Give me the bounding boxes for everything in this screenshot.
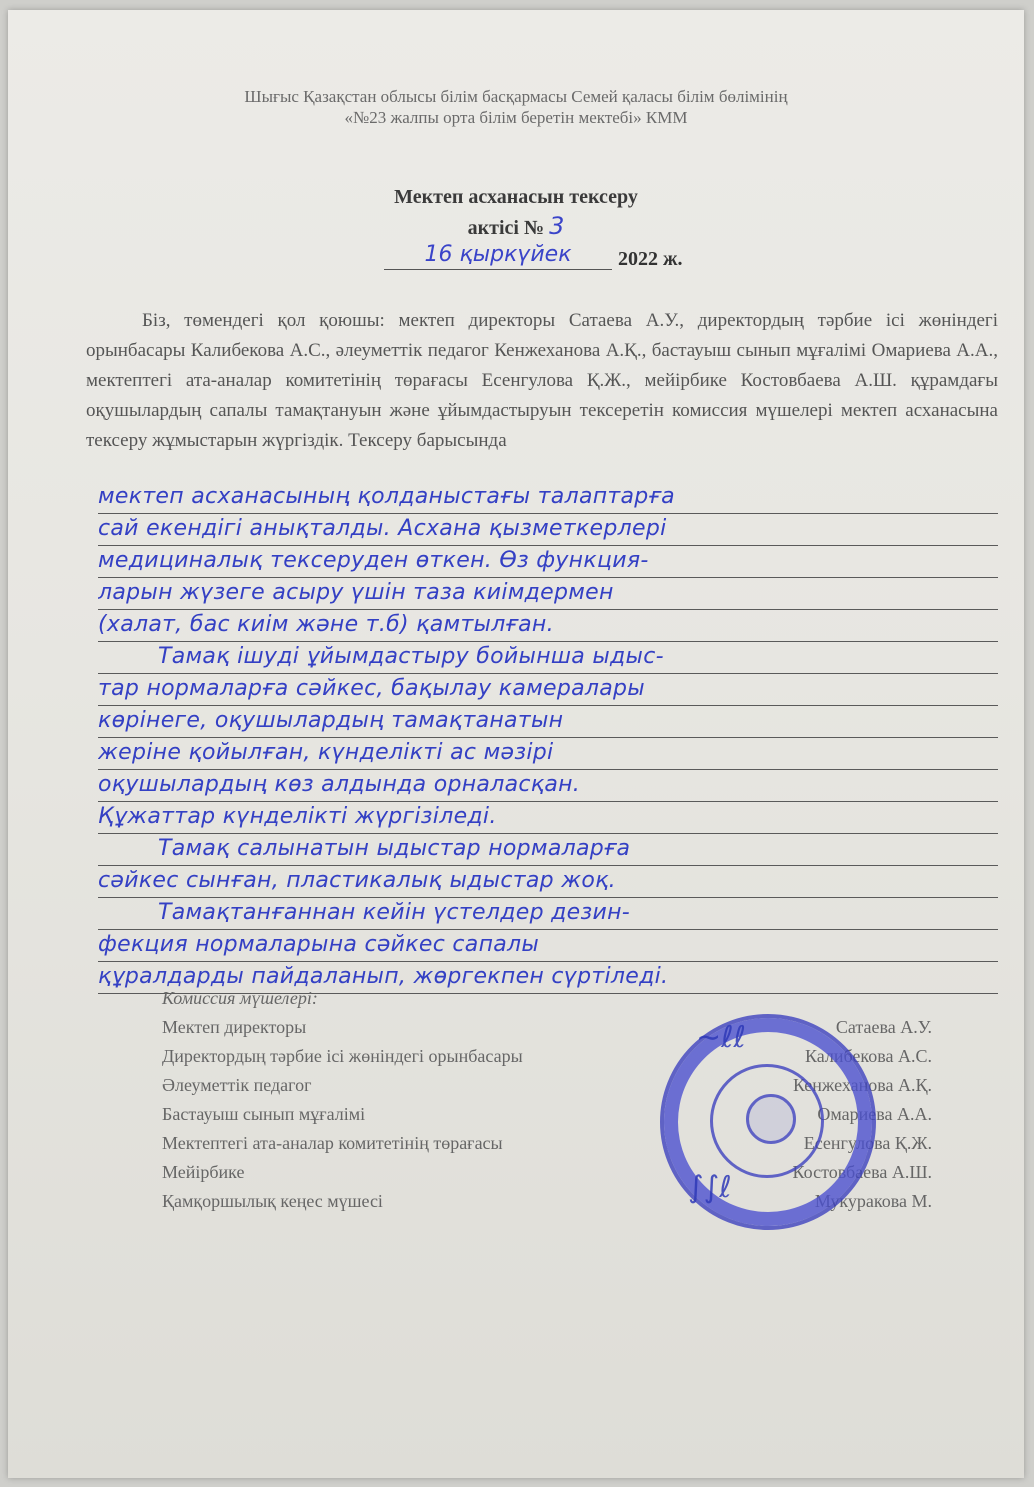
hand-line: (халат, бас киім және т.б) қамтылған. — [98, 610, 998, 642]
document-sheet — [8, 10, 1024, 1478]
hand-line: Тамақ салынатын ыдыстар нормаларға — [98, 834, 998, 866]
intro-paragraph: Біз, төмендегі қол қоюшы: мектеп директоры Сатаева А.У., директордың тәрбие ісі жөніндегі орынбасары Калибекова А.С., әлеуметтік педагог Кенжеханова А.Қ., бастауыш сынып мұғалімі Омариева А.А., мектептегі ата-аналар комитетінің төрағасы Есенгулова Қ.Ж., мейірбике Костовбаева А.Ш. құрамдағы оқушылардың сапалы тамақтануын және ұйымдастыруын тексеретін комиссия мүшелері мектеп асханасына тексеру жұмыстарын жүргіздік. Тексеру барысында — [86, 310, 998, 451]
hand-line: көрінеге, оқушылардың тамақтанатын — [98, 706, 998, 738]
hand-line: мектеп асханасының қолданыстағы талаптарға — [98, 482, 998, 514]
member-name: Костовбаева А.Ш. — [792, 1162, 932, 1182]
member-name: Мукуракова М. — [814, 1191, 932, 1211]
doc-subtitle — [8, 212, 1024, 240]
member-name: Есенгулова Қ.Ж. — [803, 1133, 932, 1153]
hand-line: сай екендігі анықталды. Асхана қызметкерлері — [98, 514, 998, 546]
member-role: Директордың тәрбие ісі жөніндегі орынбасары — [162, 1046, 523, 1066]
member-role: Мектеп директоры — [162, 1017, 307, 1037]
hand-line: тар нормаларға сәйкес, бақылау камералары — [98, 674, 998, 706]
signature-mark: ∫∫ℓ — [688, 1170, 732, 1205]
emblem-icon — [746, 1094, 796, 1144]
doc-title: Мектеп асханасын тексеру — [394, 186, 638, 208]
member-name: Омариева А.А. — [817, 1104, 932, 1124]
act-label: актісі № — [467, 217, 545, 239]
header-line-2: «№23 жалпы орта білім беретін мектебі» КММ — [344, 108, 688, 127]
member-role: Қамқоршылық кеңес мүшесі — [162, 1191, 383, 1211]
hand-line: ларын жүзеге асыру үшін таза киімдермен — [98, 578, 998, 610]
member-name: Сатаева А.У. — [835, 1017, 932, 1037]
member-role: Бастауыш сынып мұғалімі — [162, 1104, 366, 1124]
hand-line: Құжаттар күнделікті жүргізіледі. — [98, 802, 998, 834]
hand-line: құралдарды пайдаланып, жөргекпен сүртіледі. — [98, 962, 998, 994]
hand-line: жеріне қойылған, күнделікті ас мәзірі — [98, 738, 998, 770]
hand-line: оқушылардың көз алдында орналасқан. — [98, 770, 998, 802]
hand-line: медициналық тексеруден өткен. Өз функция- — [98, 546, 998, 578]
member-name: Кенжеханова А.Қ. — [792, 1075, 932, 1095]
members-caption: Комиссия мүшелері: — [162, 988, 318, 1008]
member-role: Әлеуметтік педагог — [162, 1075, 312, 1095]
hand-line: сәйкес сынған, пластикалық ыдыстар жоқ. — [98, 866, 998, 898]
hand-line: фекция нормаларына сәйкес сапалы — [98, 930, 998, 962]
member-name: Калибекова А.С. — [804, 1046, 932, 1066]
handwritten-body — [98, 482, 998, 994]
member-role: Мектептегі ата-аналар комитетінің төрағасы — [162, 1133, 503, 1153]
hand-line: Тамақтанғаннан кейін үстелдер дезин- — [98, 898, 998, 930]
member-role: Мейірбике — [162, 1162, 245, 1182]
act-number: 3 — [549, 212, 565, 240]
date-year: 2022 ж. — [618, 248, 683, 270]
hand-line: Тамақ ішуді ұйымдастыру бойынша ыдыс- — [98, 642, 998, 674]
date-row — [380, 242, 720, 278]
signature-mark: ∼ℓℓ — [696, 1020, 746, 1055]
date-handwritten: 16 қыркүйек — [384, 242, 612, 270]
header-line-1: Шығыс Қазақстан облысы білім басқармасы Семей қаласы білім бөлімінің — [244, 87, 788, 106]
